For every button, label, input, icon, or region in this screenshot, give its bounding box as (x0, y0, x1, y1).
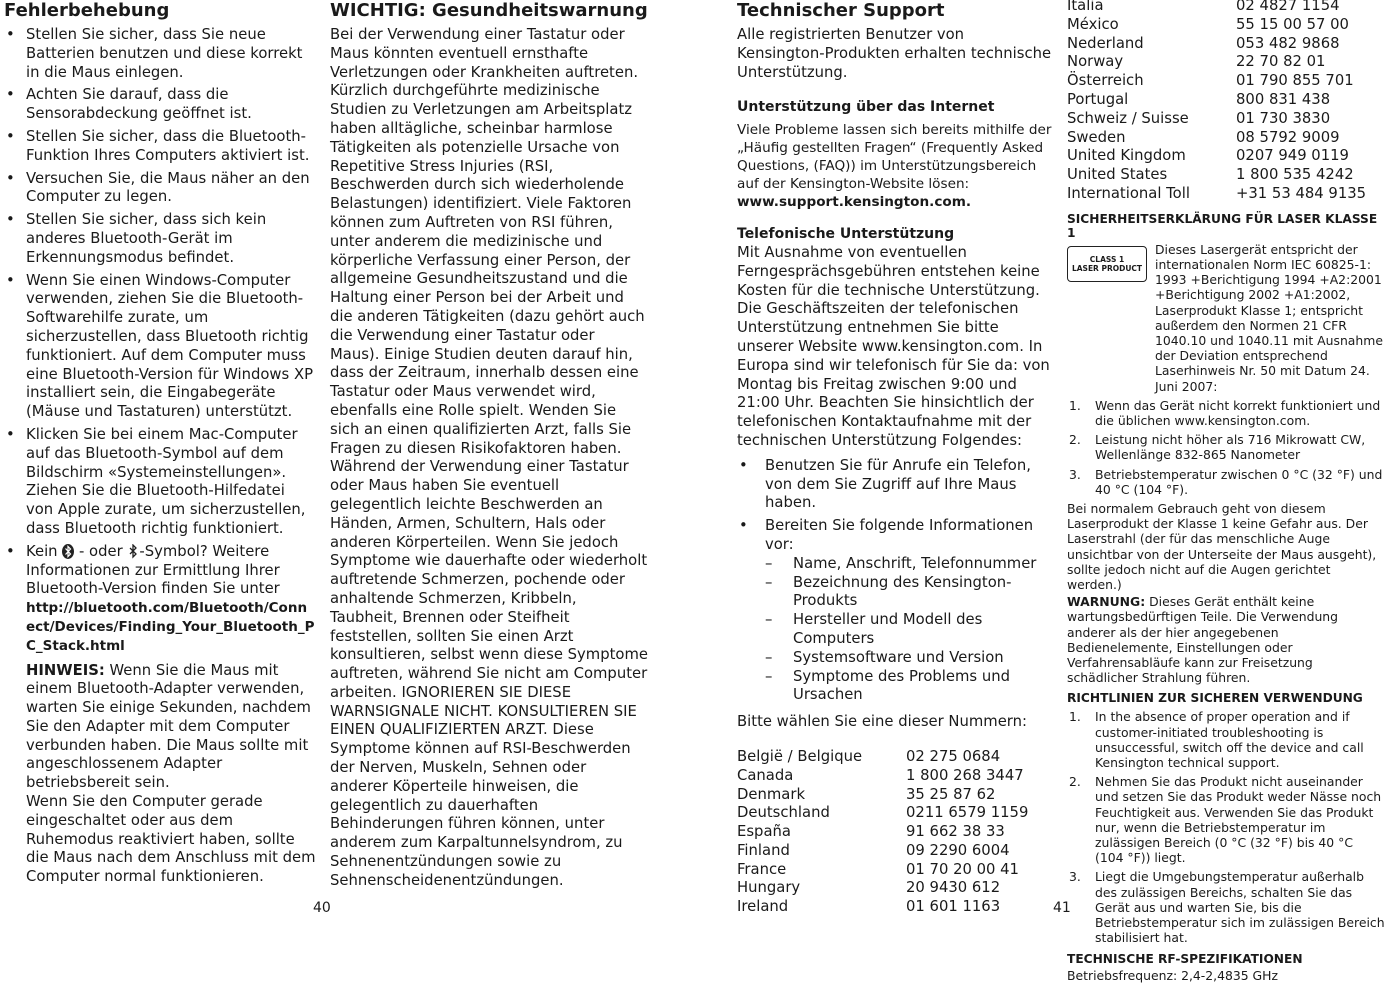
country-cell: Ireland (737, 898, 789, 916)
safe-use-list (1067, 709, 1385, 945)
phone-number-cell: 09 2290 6004 (906, 841, 1010, 859)
warning: WARNUNG: Dieses Gerät enthält keine wartungsbedürftigen Teile. Die Verwendung anderer als der hier angegebenen Bedienelemente, Einstellungen oder Verfahrensabläufe kann zur Freisetzung schädlicher Strahlung führen. (1067, 594, 1339, 686)
health-warning-title: WICHTIG: Gesundheitswarnung (330, 0, 648, 21)
rf-spec-title: TECHNISCHE RF-SPEZIFIKATIONEN (1067, 951, 1303, 966)
rf-spec-text: Betriebsfrequenz: 2,4-2,4835 GHz (1067, 967, 1278, 983)
troubleshooting-list (4, 26, 316, 656)
phone-number-cell: 02 4827 1154 (1236, 0, 1340, 14)
list-item: • Versuchen Sie, die Maus näher an den Computer zu legen. (4, 170, 316, 208)
phone-number-cell: 55 15 00 57 00 (1236, 15, 1349, 33)
country-cell: Portugal (1067, 90, 1129, 108)
internet-support-title: Unterstützung über das Internet (737, 99, 995, 116)
list-item: • Kein - oder -Symbol? Weitere Informationen zur Ermittlung Ihrer Bluetooth-Version finden Sie unter http://bluetooth.com/Bluetooth/Connect/Devices/Finding_Your_Bluetooth_PC_Stack.html (4, 543, 316, 656)
country-cell: United States (1067, 166, 1168, 184)
phone-number-cell: 1 800 535 4242 (1236, 166, 1354, 184)
table-row (737, 898, 1028, 917)
phone-number-cell: +31 53 484 9135 (1236, 184, 1367, 202)
phone-table (737, 748, 1028, 917)
table-row (1067, 185, 1366, 204)
country-cell: Norway (1067, 53, 1124, 71)
country-cell: United Kingdom (1067, 147, 1186, 165)
laser-normal-use-text: Bei normalem Gebrauch geht von diesem Laserprodukt der Klasse 1 keine Gefahr aus. Der Laserstrahl (der für das menschliche Auge unsichtbar von der Unterseite der Maus ausgeht), sollte jedoch nicht auf die Augen gerichtet werden.) (1067, 501, 1377, 593)
table-row (737, 879, 1028, 898)
troubleshooting-column (4, 0, 316, 887)
phone-number-cell: 01 730 3830 (1236, 109, 1331, 127)
list-item: • Stellen Sie sicher, dass sich kein anderes Bluetooth-Gerät im Erkennungsmodus befindet. (4, 211, 316, 267)
list-item: • Bereiten Sie folgende Informationen vor: (737, 517, 1055, 555)
safe-use-title: RICHTLINIEN ZUR SICHEREN VERWENDUNG (1067, 691, 1363, 706)
country-cell: Hungary (737, 879, 801, 897)
table-row (1067, 166, 1366, 185)
phone-number-cell: 22 70 82 01 (1236, 53, 1326, 71)
country-cell: Finland (737, 841, 790, 859)
table-row (1067, 53, 1366, 72)
list-item: – Name, Anschrift, Telefonnummer (765, 555, 1055, 574)
troubleshooting-title: Fehlerbehebung (4, 0, 170, 21)
phone-number-cell: 1 800 268 3447 (906, 766, 1024, 784)
note-text: Wenn Sie die Maus mit einem Bluetooth-Adapter verwenden, warten Sie einige Sekunden, nachdem Sie den Adapter mit dem Computer verbunden haben. Die Maus sollte mit angeschlossenem Adapter betriebsbereit sein. (26, 661, 311, 792)
laser-safety-title: SICHERHEITSERKLÄRUNG FÜR LASER KLASSE 1 (1067, 211, 1378, 240)
list-item: • Stellen Sie sicher, dass Sie neue Batterien benutzen und diese korrekt in die Maus einlegen. (4, 26, 316, 82)
phone-number-cell: 800 831 438 (1236, 90, 1331, 108)
support-link[interactable]: www.support.kensington.com. (737, 194, 972, 211)
bluetooth-icon (62, 544, 74, 559)
list-item: – Symptome des Problems und Ursachen (765, 668, 1055, 706)
country-cell: Deutschland (737, 804, 830, 822)
country-cell: España (737, 823, 791, 841)
phone-number-cell: 01 601 1163 (906, 898, 1001, 916)
table-row (737, 786, 1028, 805)
phone-number-cell: 20 9430 612 (906, 879, 1001, 897)
tech-support-title: Technischer Support (737, 0, 945, 21)
table-row (1067, 110, 1366, 129)
bluetooth-symbol-icon (127, 544, 139, 559)
table-row (1067, 0, 1366, 16)
country-cell: México (1067, 15, 1119, 33)
table-row (1067, 35, 1366, 54)
table-row (737, 767, 1028, 786)
table-row (1067, 72, 1366, 91)
phone-number-cell: 01 70 20 00 41 (906, 860, 1019, 878)
laser-statement-text: Dieses Lasergerät entspricht der internationalen Norm IEC 60825-1: 1993 +Berichtigung 1994 +A2:2001 +Berichtigung 2002 +A1:2002, Laserprodukt Klasse 1; entspricht außerdem den Normen 21 CFR 1040.10 und 1040.11 mit Ausnahme der Deviation entsprechend Laserhinweis Nr. 50 mit Datum 24. Juni 2007: (1155, 241, 1383, 394)
list-item: – Systemsoftware und Version (765, 649, 1055, 668)
bluetooth-link[interactable]: http://bluetooth.com/Bluetooth/Connect/Devices/Finding_Your_Bluetooth_PC_Stack.html (26, 600, 315, 654)
table-row (1067, 91, 1366, 110)
list-item: • Benutzen Sie für Anrufe ein Telefon, von dem Sie Zugriff auf Ihre Maus haben. (737, 457, 1055, 513)
table-row (737, 861, 1028, 880)
laser-list (1067, 398, 1385, 497)
country-cell: Canada (737, 766, 794, 784)
phone-number-cell: 0207 949 0119 (1236, 147, 1349, 165)
list-item: • Achten Sie darauf, dass die Sensorabdeckung geöffnet ist. (4, 86, 316, 124)
table-row (1067, 129, 1366, 148)
phone-table-continued (1067, 0, 1366, 204)
table-row (737, 842, 1028, 861)
country-cell: Italia (1067, 0, 1104, 14)
list-item: – Bezeichnung des Kensington-Produkts (765, 574, 1055, 612)
list-item: 3. Betriebstemperatur zwischen 0 °C (32 °F) und 40 °C (104 °F). (1069, 466, 1383, 497)
table-row (737, 748, 1028, 767)
table-row (737, 804, 1028, 823)
phone-number-cell: 053 482 9868 (1236, 34, 1340, 52)
country-cell: France (737, 860, 787, 878)
tech-support-intro: Alle registrierten Benutzer von Kensington-Produkten erhalten technische Unterstützung. (737, 26, 1052, 81)
tech-support-column (737, 0, 1055, 917)
list-item: • Klicken Sie bei einem Mac-Computer auf das Bluetooth-Symbol auf dem Bildschirm «Systemeinstellungen». Ziehen Sie die Bluetooth-Hilfedatei von Apple zurate, um sicherzustellen, dass Bluetooth richtig funktioniert. (4, 426, 316, 539)
list-item: 3. Liegt die Umgebungstemperatur außerhalb des zulässigen Bereichs, schalten Sie das Gerät aus und warten Sie, bis die Betriebstemperatur sich im zulässigen Bereich stabilisiert hat. (1069, 869, 1385, 946)
country-cell: Sweden (1067, 128, 1126, 146)
choose-number-text: Bitte wählen Sie eine dieser Nummern: (737, 713, 1027, 731)
health-warning-text: Bei der Verwendung einer Tastatur oder Maus könnten eventuell ernsthafte Verletzungen oder Krankheiten auftreten. Kürzlich durchgeführte medizinische Studien zu Verletzungen am Arbeitsplatz haben alltägliche, scheinbar harmlose Tätigkeiten als potenzielle Ursache von Repetitive Stress Injuries (RSI, Beschwerden durch sich wiederholende Belastungen) identifiziert. Viele Faktoren können zum Auftreten von RSI führen, unter anderem die medizinische und körperliche Verfassung einer Person, der allgemeine Gesundheitszustand und die Haltung einer Person bei der Arbeit und die anderen Tätigkeiten (dazu gehört auch die Verwendung einer Tastatur oder Maus). Einige Studien deuten darauf hin, dass der Zeitraum, innerhalb dessen eine Tastatur oder Maus verwendet wird, ebenfalls eine Rolle spielt. Wenden Sie sich an einen qualifizierten Arzt, falls Sie Fragen zu diesen Risikofaktoren haben. Während der Verwendung einer Tastatur oder Maus haben Sie eventuell gelegentlich leichte Beschwerden an Händen, Armen, Schultern, Hals oder anderen Körperteilen. Wenn Sie jedoch Symptome wie dauerhafte oder wiederholt auftretende Schmerzen, pochende oder anhaltende Schmerzen, Kribbeln, Taubheit, Brennen oder Steifheit feststellen, sollten Sie einen Arzt konsultieren, selbst wenn diese Symptome auftreten, während Sie nicht am Computer arbeiten. IGNORIEREN SIE DIESE WARNSIGNALE NICHT. KONSULTIEREN SIE EINEN QUALIFIZIERTEN ARZT. Diese Symptome können auf RSI-Beschwerden der Nerven, Muskeln, Sehnen oder anderer Köperteile hinweisen, die gelegentlich zu dauerhaften Behinderungen führen können, unter anderem zum Karpaltunnelsyndrom, zu Sehnenentzündungen sowie zu Sehnenscheidenentzündungen. (330, 26, 648, 889)
country-cell: België / Belgique (737, 747, 863, 765)
phone-number-cell: 08 5792 9009 (1236, 128, 1340, 146)
country-cell: International Toll (1067, 184, 1190, 202)
phone-number-cell: 02 275 0684 (906, 747, 1001, 765)
list-item: • Wenn Sie einen Windows-Computer verwenden, ziehen Sie die Bluetooth-Softwarehilfe zurate, um sicherzustellen, dass Bluetooth richtig funktioniert. Auf dem Computer muss eine Bluetooth-Version für Windows XP installiert sein, die Eingabegeräte (Mäuse und Tastaturen) unterstützt. (4, 272, 316, 422)
table-row (1067, 16, 1366, 35)
list-item: 1. In the absence of proper operation and if customer-initiated troubleshooting is unsuccessful, switch off the device and call Kensington technical support. (1069, 709, 1364, 771)
page-number-left: 40 (313, 900, 331, 916)
country-cell: Schweiz / Suisse (1067, 109, 1189, 127)
internet-support-text: Viele Probleme lassen sich bereits mithilfe der „Häufig gestellten Fragen“ (Frequently Asked Questions, (FAQ)) im Unterstützungsbereich auf der Kensington-Website lösen: www.support.kensington.com. (737, 122, 1052, 211)
page-number-right: 41 (1053, 900, 1071, 916)
laser-column (1067, 0, 1385, 983)
table-row (1067, 147, 1366, 166)
laser-statement (1067, 242, 1385, 394)
phone-support-title: Telefonische Unterstützung (737, 226, 955, 243)
list-item: 1. Wenn das Gerät nicht korrekt funktioniert und die üblichen www.kensington.com. (1069, 397, 1381, 428)
info-checklist (737, 555, 1055, 705)
phone-number-cell: 0211 6579 1159 (906, 804, 1029, 822)
health-warning-column (330, 0, 648, 891)
phone-number-cell: 35 25 87 62 (906, 785, 996, 803)
phone-support-list (737, 457, 1055, 555)
list-item: • Stellen Sie sicher, dass die Bluetooth-Funktion Ihres Computers aktiviert ist. (4, 128, 316, 166)
phone-number-cell: 91 662 38 33 (906, 823, 1005, 841)
country-cell: Denmark (737, 785, 806, 803)
phone-number-cell: 01 790 855 701 (1236, 72, 1354, 90)
note-label: HINWEIS: (26, 661, 105, 679)
note (4, 662, 316, 888)
table-row (737, 823, 1028, 842)
list-item: 2. Nehmen Sie das Produkt nicht auseinander und setzen Sie das Produkt weder Nässe noch Feuchtigkeit aus. Verwenden Sie das Produkt nur, wenn die Betriebstemperatur im zulässigen Bereich (0 °C (32 °F) bis 40 °C (104 °F)) liegt. (1069, 774, 1382, 866)
country-cell: Nederland (1067, 34, 1144, 52)
note-text-2: Wenn Sie den Computer gerade eingeschaltet oder aus dem Ruhemodus reaktiviert haben, sollte die Maus nach dem Anschluss mit dem Computer normal funktionieren. (26, 793, 316, 886)
phone-support-text: Mit Ausnahme von eventuellen Ferngesprächsgebühren entstehen keine Kosten für die technische Unterstützung. Die Geschäftszeiten der telefonischen Unterstützung entnehmen Sie bitte unserer Website www.kensington.com. In Europa sind wir telefonisch für Sie da: von Montag bis Freitag zwischen 9:00 und 21:00 Uhr. Beachten Sie hinsichtlich der telefonischen Kontaktaufnahme mit der technischen Unterstützung Folgendes: (737, 243, 1050, 449)
country-cell: Österreich (1067, 72, 1144, 90)
class1-laser-label: CLASS 1 LASER PRODUCT (1067, 246, 1147, 282)
list-item: 2. Leistung nicht höher als 716 Mikrowatt CW, Wellenlänge 832-865 Nanometer (1069, 432, 1366, 463)
list-item: – Hersteller und Modell des Computers (765, 611, 1055, 649)
